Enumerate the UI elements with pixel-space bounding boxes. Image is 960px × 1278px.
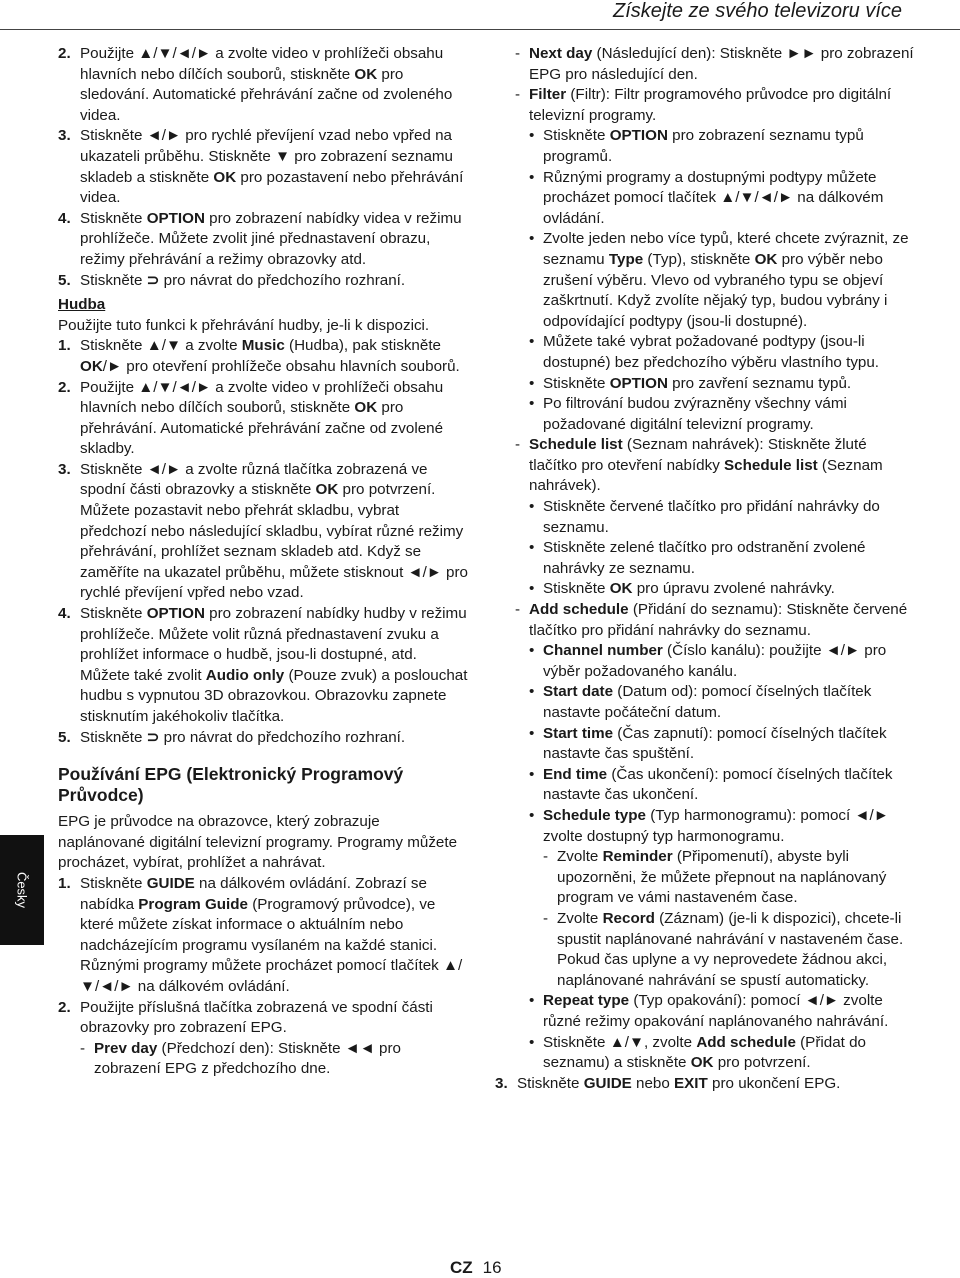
epg-steps xyxy=(58,874,470,1039)
item-marker: - xyxy=(543,848,549,866)
dash-item xyxy=(515,600,917,641)
item-text: Můžete také vybrat požadované podtypy (jsou-li dostupné) bez předchozího výběru vlastního typu. xyxy=(543,333,880,371)
step-number: 4. xyxy=(58,209,71,227)
step-number: 5. xyxy=(58,728,71,746)
bullet-item xyxy=(515,641,917,682)
music-step xyxy=(58,728,470,749)
video-step xyxy=(58,209,470,271)
music-steps xyxy=(58,336,470,748)
item-text: End time (Čas ukončení): pomocí číselných tlačítek nastavte čas ukončení. xyxy=(543,765,893,804)
item-marker: - xyxy=(543,909,549,927)
item-text: Stiskněte červené tlačítko pro přidání nahrávky do seznamu. xyxy=(543,498,880,536)
bullet-item xyxy=(515,765,917,806)
item-marker: • xyxy=(529,498,535,516)
video-step xyxy=(58,126,470,208)
bullet-item xyxy=(515,991,917,1032)
step-text: Stiskněte ◄/► a zvolte různá tlačítka zobrazená ve spodní části obrazovky a stiskněte OK pro potvrzení. Můžete pozastavit nebo přehrát skladbu, vybrat předchozí nebo následující skladbu, vybírat různé režimy přehrávání, prohlížet seznam skladeb atd. Když se zaměříte na ukazatel průběhu, můžete stisknout ◄/► pro rychlé převíjení vpřed nebo vzad. xyxy=(80,460,469,602)
item-marker: • xyxy=(529,992,535,1010)
page-header xyxy=(0,0,960,30)
bullet-item xyxy=(515,579,917,600)
music-step xyxy=(58,378,470,460)
prev-day-item: - Prev day (Předchozí den): Stiskněte ◄◄ pro zobrazení EPG z předchozího dne. xyxy=(58,1039,470,1080)
item-text: Stiskněte zelené tlačítko pro odstranění zvolené nahrávky ze seznamu. xyxy=(543,539,866,577)
epg-step xyxy=(58,998,470,1039)
item-text: Zvolte Record (Záznam) (je-li k dispozici), chcete-li spustit naplánované nahrávání v nastaveném čase. Pokud čas uplyne a vy neprovedete žádnou akci, naplánované nahrávání se spustí automaticky. xyxy=(557,909,904,989)
step-number: 1. xyxy=(58,874,71,892)
bullet-item xyxy=(515,538,917,579)
epg-step xyxy=(58,874,470,998)
bullet-item xyxy=(515,332,917,373)
item-marker: • xyxy=(529,806,535,824)
step-text: Stiskněte GUIDE na dálkovém ovládání. Zobrazí se nabídka Program Guide (Programový průvodce), ve které můžete získat informace o aktuálním nebo nadcházejícím programu vysílaném na každé stanici. Různými programy můžete procházet pomocí tlačítek ▲/▼/◄/► na dálkovém ovládání. xyxy=(80,874,463,995)
step-text: Použijte ▲/▼/◄/► a zvolte video v prohlížeči obsahu hlavních nebo dílčích souborů, stiskněte OK pro přehrávání. Automatické přehrávání začne od zvolené skladby. xyxy=(80,378,444,458)
sub-dash-item xyxy=(515,909,917,991)
item-marker: • xyxy=(529,333,535,351)
header-rule xyxy=(0,29,960,30)
step-number: 3. xyxy=(58,460,71,478)
sub-dash-item xyxy=(515,847,917,909)
item-text: Channel number (Číslo kanálu): použijte ◄/► pro výběr požadovaného kanálu. xyxy=(543,642,887,680)
language-tab xyxy=(0,835,44,945)
item-text: Filter (Filtr): Filtr programového průvodce pro digitální televizní programy. xyxy=(529,86,892,124)
right-column xyxy=(495,44,917,1094)
video-step xyxy=(58,44,470,126)
epg-intro: EPG je průvodce na obrazovce, který zobrazuje naplánované digitální televizní programy. Programy můžete procházet, vybírat, prohlížet a nahrávat. xyxy=(58,813,458,872)
bullet-item xyxy=(515,682,917,723)
item-marker: - xyxy=(515,601,521,619)
bullet-item xyxy=(515,724,917,765)
item-marker: • xyxy=(529,230,535,248)
item-text: Stiskněte GUIDE nebo EXIT pro ukončení EPG. xyxy=(517,1074,841,1092)
dash-item xyxy=(515,85,917,126)
bullet-item xyxy=(515,394,917,435)
step-text: Použijte ▲/▼/◄/► a zvolte video v prohlížeči obsahu hlavních nebo dílčích souborů, stiskněte OK pro sledování. Automatické přehrávání začne od zvoleného videa. xyxy=(80,45,453,124)
step-text: Použijte příslušná tlačítka zobrazená ve spodní části obrazovky pro zobrazení EPG. xyxy=(80,998,433,1037)
item-marker: • xyxy=(529,395,535,413)
item-text: Add schedule (Přidání do seznamu): Stiskněte červené tlačítko pro přidání nahrávky do seznamu. xyxy=(529,601,908,639)
bullet-item xyxy=(515,374,917,395)
bullet-item xyxy=(515,806,917,847)
item-text: Stiskněte ▲/▼, zvolte Add schedule (Přidat do seznamu) a stiskněte OK pro potvrzení. xyxy=(543,1033,866,1072)
music-intro: Použijte tuto funkci k přehrávání hudby, je-li k dispozici. xyxy=(58,316,430,334)
item-marker: • xyxy=(529,374,535,392)
music-step xyxy=(58,460,470,604)
header-title: Získejte ze svého televizoru více xyxy=(612,0,902,22)
item-marker: 3. xyxy=(495,1074,508,1092)
bullet-item xyxy=(515,1033,917,1074)
item-marker: - xyxy=(515,86,521,104)
item-text: Stiskněte OPTION pro zobrazení seznamu typů programů. xyxy=(543,127,864,165)
item-text: Různými programy a dostupnými podtypy můžete procházet pomocí tlačítek ▲/▼/◄/► na dálkovém ovládání. xyxy=(543,168,884,227)
item-marker: • xyxy=(529,168,535,186)
step-text: Stiskněte ⊃ pro návrat do předchozího rozhraní. xyxy=(80,728,406,746)
video-step xyxy=(58,271,470,292)
item-text: Next day (Následující den): Stiskněte ►► pro zobrazení EPG pro následující den. xyxy=(529,45,914,83)
step-number: 1. xyxy=(58,337,71,355)
step-text: Stiskněte ⊃ pro návrat do předchozího rozhraní. xyxy=(80,271,406,289)
step-number: 2. xyxy=(58,378,71,396)
music-step xyxy=(58,336,470,377)
item-marker: - xyxy=(515,436,521,454)
item-text: Schedule list (Seznam nahrávek): Stiskněte žluté tlačítko pro otevření nabídky Schedule list (Seznam nahrávek). xyxy=(529,436,883,495)
language-tab-label: Česky xyxy=(14,871,30,909)
item-text: Repeat type (Typ opakování): pomocí ◄/► zvolte různé režimy opakování naplánovaného nahrávání. xyxy=(543,992,889,1030)
step-number: 2. xyxy=(58,998,71,1016)
music-step xyxy=(58,604,470,728)
bullet-item xyxy=(515,497,917,538)
item-marker: • xyxy=(529,642,535,660)
step-text: Stiskněte OPTION pro zobrazení nabídky hudby v režimu prohlížeče. Můžete volit různá přednastavení zvuku a prohlížet informace o hudbě, jsou-li dostupné, atd. Můžete také zvolit Audio only (Pouze zvuk) a poslouchat hudbu s vypnutou 3D obrazovkou. Obrazovku zapnete stisknutím jakéhokoliv tlačítka. xyxy=(80,605,468,725)
item-marker: • xyxy=(529,539,535,557)
item-text: Stiskněte OK pro úpravu zvolené nahrávky. xyxy=(543,580,835,598)
left-column xyxy=(58,44,470,1080)
item-text: Schedule type (Typ harmonogramu): pomocí ◄/► zvolte dostupný typ harmonogramu. xyxy=(543,806,889,845)
item-marker: • xyxy=(529,724,535,742)
step-number: 5. xyxy=(58,271,71,289)
bullet-item xyxy=(515,229,917,332)
step-text: Stiskněte OPTION pro zobrazení nabídky videa v režimu prohlížeče. Můžete zvolit jiné přednastavení obrazu, režimy přehrávání a režimy obrazovky atd. xyxy=(80,209,462,268)
item-marker: • xyxy=(529,683,535,701)
video-steps xyxy=(58,44,470,291)
step-number: 4. xyxy=(58,605,71,623)
item-marker: • xyxy=(529,580,535,598)
bullet-item xyxy=(515,126,917,167)
item-marker: - xyxy=(515,45,521,62)
dash-item xyxy=(515,435,917,497)
item-marker: • xyxy=(529,1033,535,1051)
step-number: 3. xyxy=(58,127,71,145)
item-marker: • xyxy=(529,765,535,783)
step-text: Stiskněte ▲/▼ a zvolte Music (Hudba), pak stiskněte OK/► pro otevření prohlížeče obsahu hlavních souborů. xyxy=(80,337,460,375)
item-text: Stiskněte OPTION pro zavření seznamu typů. xyxy=(543,374,852,392)
item-text: Po filtrování budou zvýrazněny všechny vámi požadované digitální televizní programy. xyxy=(543,395,847,433)
numbered-item xyxy=(495,1074,917,1095)
bullet-item xyxy=(515,168,917,230)
page-number: 16 xyxy=(482,1258,502,1277)
epg-heading: Používání EPG (Elektronický Programový Průvodce) xyxy=(58,764,404,806)
footer-lang: CZ xyxy=(450,1258,473,1277)
item-text: Start time (Čas zapnutí): pomocí číselných tlačítek nastavte čas spuštění. xyxy=(543,724,887,763)
step-number: 2. xyxy=(58,45,71,62)
item-text: Start date (Datum od): pomocí číselných tlačítek nastavte počáteční datum. xyxy=(543,683,872,721)
item-marker: • xyxy=(529,127,535,145)
dash-item xyxy=(515,44,917,85)
item-text: Zvolte jeden nebo více typů, které chcete zvýraznit, ze seznamu Type (Typ), stiskněte OK pro výběr nebo zrušení výběru. Vlevo od vybraného typu se objeví zaškrtnutí. Když zvolíte nějaký typ, budou vybrány i odpovídající podtypy (jsou-li dostupné). xyxy=(543,230,909,330)
music-heading: Hudba xyxy=(58,296,106,314)
item-text: Zvolte Reminder (Připomenutí), abyste byli upozorněni, že můžete přepnout na naplánovaný program ve vámi nastaveném čase. xyxy=(557,848,887,907)
prev-day-text: Prev day (Předchozí den): Stiskněte ◄◄ pro zobrazení EPG z předchozího dne. xyxy=(94,1039,401,1078)
step-text: Stiskněte ◄/► pro rychlé převíjení vzad nebo vpřed na ukazateli průběhu. Stiskněte ▼ pro zobrazení seznamu skladeb a stiskněte OK pro pozastavení nebo přehrávání videa. xyxy=(80,127,464,207)
page-footer xyxy=(450,1258,502,1278)
